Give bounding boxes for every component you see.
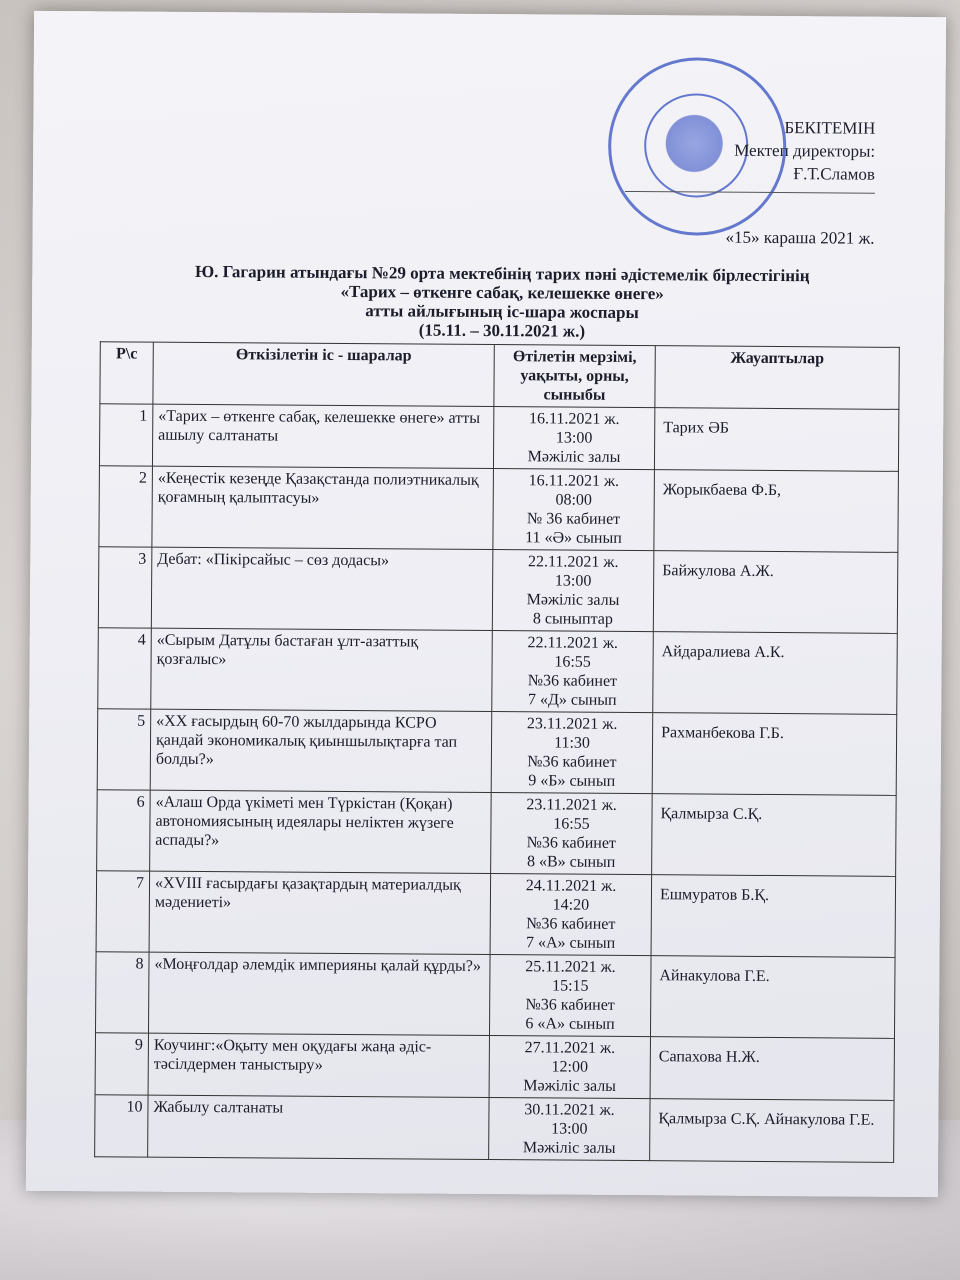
row-when bbox=[489, 1036, 650, 1099]
header-when: Өтілетін мерзімі, уақыты, орны, сыныбы bbox=[494, 345, 655, 408]
row-when bbox=[493, 469, 655, 551]
row-when-line: 8 сыныптар bbox=[532, 610, 613, 628]
row-when-line: № 36 кабинет bbox=[526, 510, 621, 528]
row-when bbox=[490, 874, 652, 956]
table-row bbox=[98, 628, 898, 715]
row-when-line: 16.11.2021 ж. bbox=[528, 472, 620, 490]
row-when-line: 13:00 bbox=[551, 1120, 588, 1138]
row-event: Жабылу салтанаты bbox=[148, 1095, 489, 1159]
row-when-line: 14:20 bbox=[552, 896, 590, 914]
row-number: 5 bbox=[97, 709, 151, 790]
row-when-line: 9 «Б» сынып bbox=[528, 772, 616, 790]
title-line-2: «Тарих – өткенге сабақ, келешекке өнеге» bbox=[340, 281, 664, 304]
row-when-line: 7 «Д» сынып bbox=[527, 691, 617, 709]
row-responsible: Айдаралиева А.К. bbox=[653, 632, 898, 715]
header-event: Өткізілетін іс - шаралар bbox=[153, 342, 494, 406]
approval-position: Мектеп директоры: bbox=[734, 140, 876, 161]
row-when-line: Мәжіліс залы bbox=[526, 591, 620, 609]
row-responsible: Тарих ӘБ bbox=[654, 408, 898, 472]
row-when-line: 13:00 bbox=[554, 572, 592, 590]
row-when-line: 22.11.2021 ж. bbox=[528, 553, 619, 571]
header-number: Р\с bbox=[100, 342, 153, 404]
row-responsible: Айнакулова Г.Е. bbox=[650, 956, 895, 1039]
row-number: 4 bbox=[98, 628, 152, 709]
row-event: «Сырым Датұлы бастаған ұлт-азаттық қозғалыс» bbox=[151, 628, 493, 711]
row-responsible: Қалмырза С.Қ. bbox=[652, 794, 897, 877]
approval-date: «15» караша 2021 ж. bbox=[725, 227, 875, 248]
row-when-line: 8 «В» сынып bbox=[526, 853, 616, 871]
row-when bbox=[491, 712, 653, 794]
row-event: «Тарих – өткенге сабақ, келешекке өнеге» атты ашылу салтанаты bbox=[152, 404, 493, 468]
approval-title: БЕКІТЕМІН bbox=[784, 118, 876, 138]
row-event: «Алаш Орда үкіметі мен Түркістан (Қоқан) автономиясының идеялары неліктен жүзеге аспады?» bbox=[150, 790, 492, 873]
table-header-row bbox=[100, 342, 899, 410]
row-when bbox=[491, 793, 653, 875]
approval-block bbox=[625, 115, 876, 212]
row-when bbox=[489, 955, 651, 1037]
table-row bbox=[99, 466, 899, 553]
row-number: 8 bbox=[95, 952, 149, 1033]
events-table bbox=[94, 341, 900, 1163]
row-event: Дебат: «Пікірсайыс – сөз додасы» bbox=[151, 547, 493, 630]
row-number: 1 bbox=[99, 404, 152, 466]
document-title bbox=[92, 261, 913, 343]
row-responsible: Рахманбекова Г.Б. bbox=[652, 713, 897, 796]
row-when bbox=[489, 1098, 650, 1161]
row-when-line: 7 «А» сынып bbox=[525, 934, 616, 952]
row-when-line: 30.11.2021 ж. bbox=[524, 1101, 615, 1119]
title-line-3: атты айлығының іс-шара жоспары bbox=[365, 301, 639, 323]
row-event: Коучинг:«Оқыту мен оқудағы жаңа әдіс-тәсілдермен таныстыру» bbox=[148, 1033, 489, 1097]
row-when bbox=[493, 407, 654, 470]
row-when-line: 13:00 bbox=[555, 429, 593, 447]
row-when-line: №36 кабинет bbox=[526, 915, 616, 933]
row-number: 9 bbox=[95, 1033, 148, 1095]
row-when-line: Мәжіліс залы bbox=[523, 1077, 617, 1095]
row-when-line: 22.11.2021 ж. bbox=[527, 634, 619, 652]
row-number: 7 bbox=[96, 871, 150, 952]
table-row bbox=[96, 871, 896, 958]
row-when bbox=[492, 550, 654, 632]
row-when-line: №36 кабинет bbox=[525, 996, 615, 1014]
row-responsible: Сапахова Н.Ж. bbox=[650, 1037, 894, 1101]
row-when-line: 27.11.2021 ж. bbox=[524, 1039, 616, 1057]
row-when-line: 12:00 bbox=[551, 1058, 589, 1076]
row-number: 2 bbox=[99, 466, 153, 547]
signature-line bbox=[625, 190, 875, 194]
row-when-line: №36 кабинет bbox=[527, 753, 617, 771]
row-when-line: 11 «Ә» сынып bbox=[525, 529, 622, 547]
row-number: 10 bbox=[95, 1095, 148, 1157]
row-when-line: Мәжіліс залы bbox=[527, 448, 621, 466]
row-event: «Моңғолдар әлемдік империяны қалай құрды?» bbox=[148, 952, 490, 1035]
row-when-line: №36 кабинет bbox=[527, 672, 618, 690]
table-row bbox=[99, 404, 898, 472]
row-when bbox=[492, 631, 654, 713]
row-when-line: 6 «А» сынып bbox=[525, 1015, 615, 1033]
row-when-line: 16:55 bbox=[553, 815, 590, 833]
table-row bbox=[97, 790, 897, 877]
row-when-line: 11:30 bbox=[554, 734, 591, 752]
row-when-line: 08:00 bbox=[555, 491, 593, 509]
table-row bbox=[98, 547, 898, 634]
row-event: «Кеңестік кезеңде Қазақстанда полиэтникалық қоғамның қалыптасуы» bbox=[152, 466, 494, 549]
row-number: 6 bbox=[97, 790, 151, 871]
table-row bbox=[95, 952, 895, 1039]
row-responsible: Қалмырза С.Қ. Айнакулова Г.Е. bbox=[650, 1099, 894, 1163]
row-number: 3 bbox=[98, 547, 152, 628]
row-when-line: 23.11.2021 ж. bbox=[526, 796, 617, 814]
row-responsible: Ешмуратов Б.Қ. bbox=[651, 875, 896, 958]
row-when-line: 15:15 bbox=[552, 977, 589, 995]
row-event: «XX ғасырдың 60-70 жылдарында КСРО қандай экономикалық қиыншылықтарға тап болды?» bbox=[150, 709, 492, 792]
row-when-line: 24.11.2021 ж. bbox=[525, 877, 617, 895]
title-line-4: (15.11. – 30.11.2021 ж.) bbox=[418, 320, 586, 341]
approval-name: Ғ.Т.Сламов bbox=[793, 164, 876, 184]
row-responsible: Жорыкбаева Ф.Б, bbox=[654, 470, 899, 553]
table-row bbox=[95, 1095, 894, 1163]
row-when-line: 16.11.2021 ж. bbox=[529, 410, 620, 428]
row-responsible: Байжулова А.Ж. bbox=[653, 551, 898, 634]
row-when-line: 23.11.2021 ж. bbox=[526, 715, 618, 733]
row-when-line: №36 кабинет bbox=[526, 834, 617, 852]
title-line-1: Ю. Гагарин атындағы №29 орта мектебінің тарих пәні әдістемелік бірлестігінің bbox=[194, 261, 810, 286]
row-when-line: 16:55 bbox=[554, 653, 591, 671]
table-row bbox=[97, 709, 897, 796]
document-sheet bbox=[26, 11, 946, 1197]
row-when-line: 25.11.2021 ж. bbox=[525, 958, 616, 976]
header-responsible: Жауаптылар bbox=[655, 346, 899, 410]
table-row bbox=[95, 1033, 894, 1101]
row-event: «XVIII ғасырдағы қазақтардың материалдық мәдениеті» bbox=[149, 871, 491, 954]
row-when-line: Мәжіліс залы bbox=[522, 1139, 616, 1157]
